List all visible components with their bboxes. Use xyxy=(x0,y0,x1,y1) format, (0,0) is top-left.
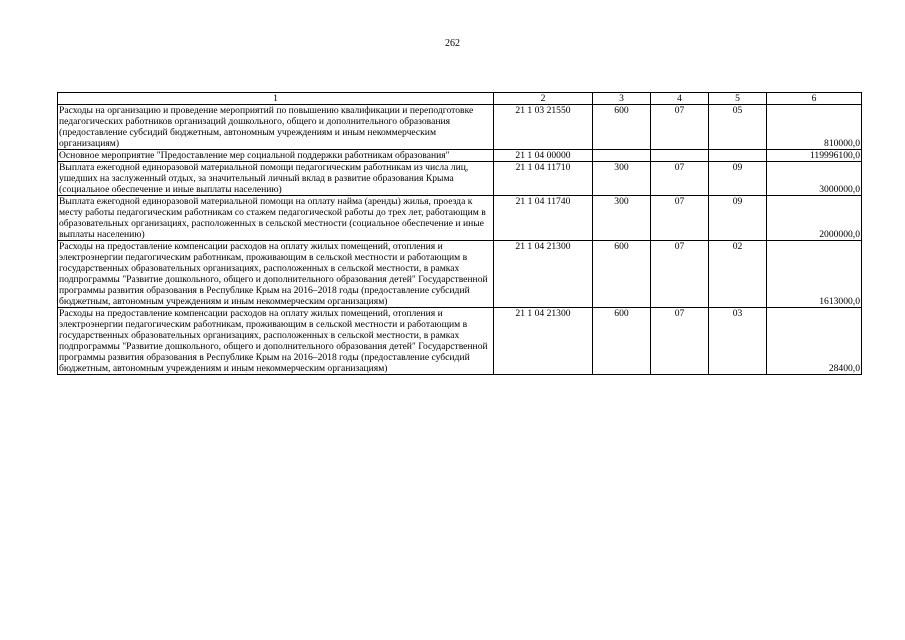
row-code: 21 1 04 11740 xyxy=(494,196,593,241)
row-expense-type: 600 xyxy=(593,241,651,308)
row-subsection: 05 xyxy=(709,105,767,150)
column-header: 3 xyxy=(593,93,651,105)
column-header: 1 xyxy=(58,93,494,105)
row-code: 21 1 04 21300 xyxy=(494,241,593,308)
column-header: 6 xyxy=(767,93,862,105)
row-subsection: 02 xyxy=(709,241,767,308)
row-amount: 810000,0 xyxy=(767,105,862,150)
table-row xyxy=(58,308,862,375)
table-row xyxy=(58,162,862,196)
budget-table xyxy=(57,92,862,375)
row-amount: 28400,0 xyxy=(767,308,862,375)
row-amount: 119996100,0 xyxy=(767,150,862,162)
row-amount: 1613000,0 xyxy=(767,241,862,308)
column-header: 5 xyxy=(709,93,767,105)
table-row xyxy=(58,241,862,308)
row-description: Выплата ежегодной единоразовой материальной помощи педагогическим работникам из числа лиц, ушедших на заслуженный отдых, за значительный личный вклад в развитие образования Крыма (социальное обеспечение и иные выплаты населению) xyxy=(58,162,494,196)
row-code: 21 1 04 21300 xyxy=(494,308,593,375)
row-expense-type: 300 xyxy=(593,162,651,196)
row-amount: 3000000,0 xyxy=(767,162,862,196)
row-expense-type: 600 xyxy=(593,308,651,375)
row-subsection xyxy=(709,150,767,162)
row-description: Расходы на предоставление компенсации расходов на оплату жилых помещений, отопления и электроэнергии педагогическим работникам, проживающим в сельской местности и работающим в государственных образовательных организациях, расположенных в сельской местности, в рамках подпрограммы "Развитие дошкольного, общего и дополнительного образования детей" Государственной программы развития образования в Республике Крым на 2016–2018 годы (предоставление субсидий бюджетным, автономным учреждениям и иным некоммерческим организациям) xyxy=(58,241,494,308)
table-row xyxy=(58,150,862,162)
row-section: 07 xyxy=(651,308,709,375)
row-section: 07 xyxy=(651,241,709,308)
column-header: 2 xyxy=(494,93,593,105)
row-description: Расходы на организацию и проведение мероприятий по повышению квалификации и переподготовке педагогических работников организаций дошкольного, общего и дополнительного образования (предоставление субсидий бюджетным, автономным учреждениям и иным некоммерческим организациям) xyxy=(58,105,494,150)
row-subsection: 03 xyxy=(709,308,767,375)
table-header-row xyxy=(58,93,862,105)
row-subsection: 09 xyxy=(709,162,767,196)
row-subsection: 09 xyxy=(709,196,767,241)
row-section: 07 xyxy=(651,105,709,150)
row-section: 07 xyxy=(651,162,709,196)
row-expense-type: 600 xyxy=(593,105,651,150)
row-description: Выплата ежегодной единоразовой материальной помощи на оплату найма (аренды) жилья, проезда к месту работы педагогическим работникам со стажем педагогической работы до трех лет, работающим в образовательных организациях, расположенных в сельской местности (социальное обеспечение и иные выплаты населению) xyxy=(58,196,494,241)
page-number: 262 xyxy=(445,38,460,49)
row-code: 21 1 04 00000 xyxy=(494,150,593,162)
row-section: 07 xyxy=(651,196,709,241)
row-amount: 2000000,0 xyxy=(767,196,862,241)
row-expense-type xyxy=(593,150,651,162)
row-description: Расходы на предоставление компенсации расходов на оплату жилых помещений, отопления и электроэнергии педагогическим работникам, проживающим в сельской местности и работающим в государственных образовательных организациях, расположенных в сельской местности, в рамках подпрограммы "Развитие дошкольного, общего и дополнительного образования детей" Государственной программы развития образования в Республике Крым на 2016–2018 годы (предоставление субсидий бюджетным, автономным учреждениям и иным некоммерческим организациям) xyxy=(58,308,494,375)
row-section xyxy=(651,150,709,162)
row-expense-type: 300 xyxy=(593,196,651,241)
row-code: 21 1 03 21550 xyxy=(494,105,593,150)
table-row xyxy=(58,105,862,150)
row-description: Основное мероприятие "Предоставление мер социальной поддержки работникам образования" xyxy=(58,150,494,162)
table-row xyxy=(58,196,862,241)
column-header: 4 xyxy=(651,93,709,105)
row-code: 21 1 04 11710 xyxy=(494,162,593,196)
